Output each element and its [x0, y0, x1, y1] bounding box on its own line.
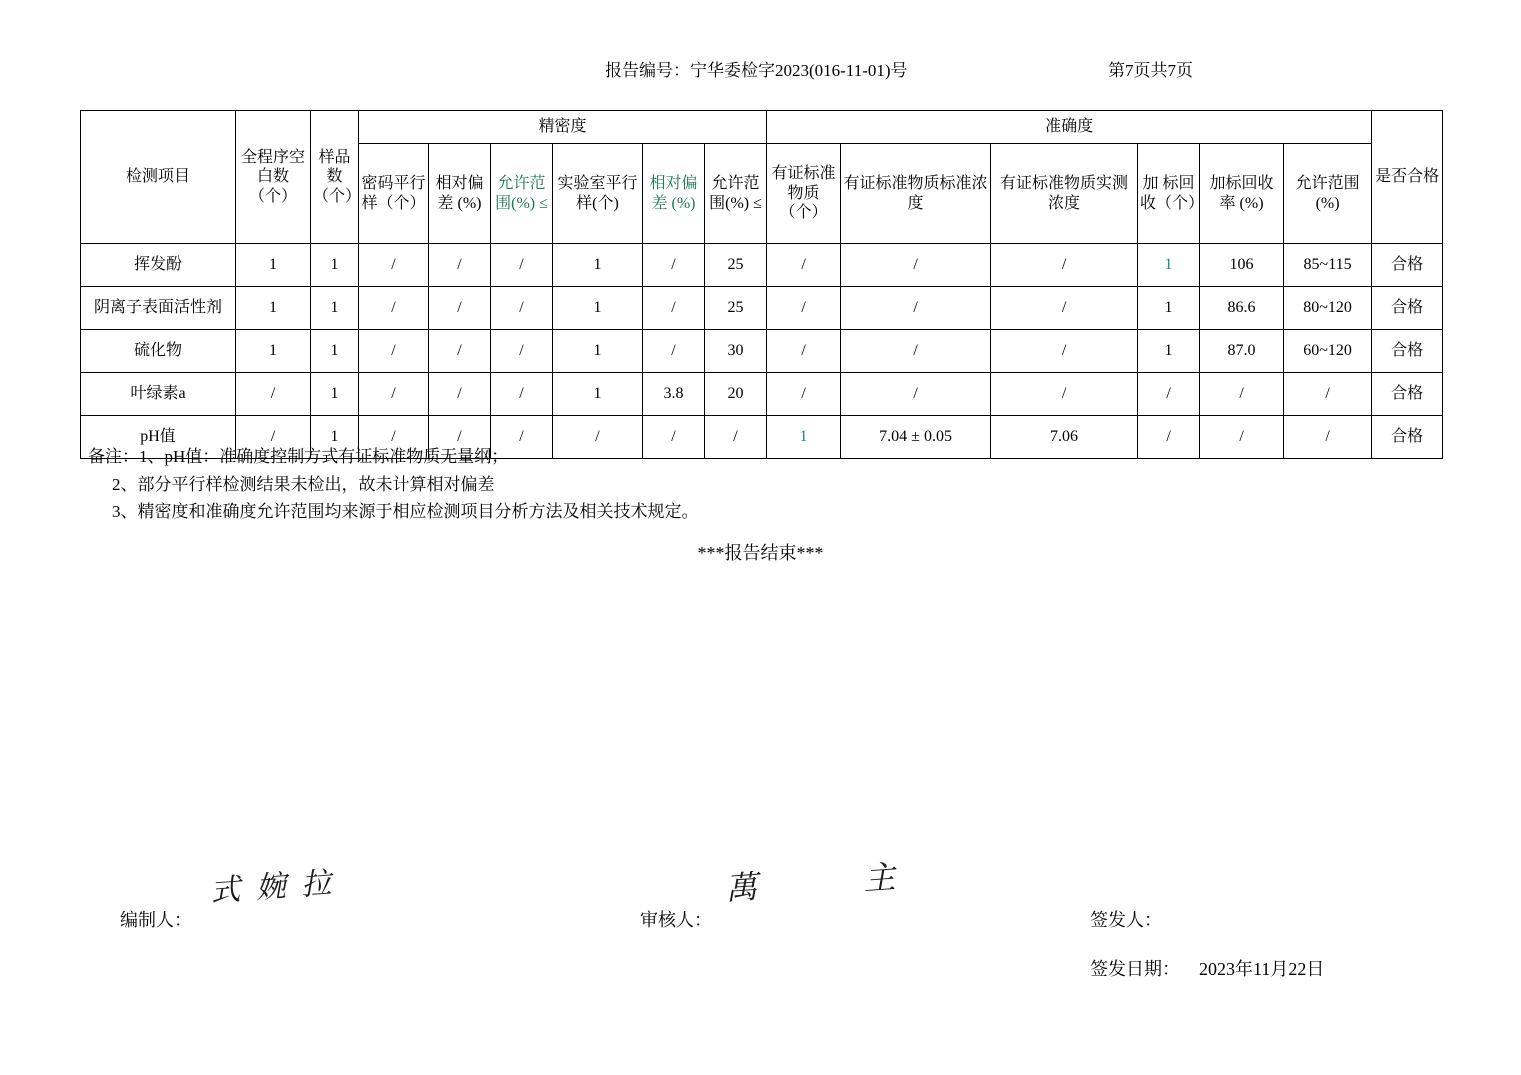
table-row — [81, 330, 1443, 373]
cell-qualified: 合格 — [1372, 330, 1443, 373]
cell-allow-range-1: / — [491, 287, 553, 330]
cell-spike-count: / — [1138, 416, 1200, 459]
cell-qualified: 合格 — [1372, 244, 1443, 287]
cell-qualified: 合格 — [1372, 287, 1443, 330]
cell-crm-std-conc: 7.04 ± 0.05 — [841, 416, 991, 459]
cell-qualified: 合格 — [1372, 416, 1443, 459]
note-line-2: 2、部分平行样检测结果未检出，故未计算相对偏差 — [112, 474, 495, 494]
th-crm-measured: 有证标准物质实测浓度 — [991, 144, 1138, 244]
cell-crm-std-conc: / — [841, 373, 991, 416]
cell-crm-count: 1 — [767, 416, 841, 459]
cell-allow-range-3: 60~120 — [1284, 330, 1372, 373]
cell-rel-dev-2: / — [643, 287, 705, 330]
th-allow-range-1: 允许范围(%) ≤ — [491, 144, 553, 244]
cell-code-parallel: / — [359, 244, 429, 287]
cell-blank: 1 — [236, 244, 311, 287]
cell-spike-rate: 86.6 — [1200, 287, 1284, 330]
cell-lab-parallel: / — [553, 416, 643, 459]
cell-spike-count: / — [1138, 373, 1200, 416]
cell-allow-range-3: / — [1284, 416, 1372, 459]
th-group-accuracy: 准确度 — [767, 111, 1372, 144]
cell-rel-dev-1: / — [429, 373, 491, 416]
cell-crm-measured: 7.06 — [991, 416, 1138, 459]
cell-lab-parallel: 1 — [553, 287, 643, 330]
note-line-3: 3、精密度和准确度允许范围均来源于相应检测项目分析方法及相关技术规定。 — [112, 502, 699, 522]
cell-crm-std-conc: / — [841, 287, 991, 330]
cell-sample-count: 1 — [311, 330, 359, 373]
th-rel-dev-1: 相对偏差 (%) — [429, 144, 491, 244]
reviewed-by-signature: 萬 主 — [724, 854, 945, 908]
cell-crm-measured: / — [991, 287, 1138, 330]
cell-sample-count: 1 — [311, 416, 359, 459]
cell-spike-rate: / — [1200, 416, 1284, 459]
cell-rel-dev-2: / — [643, 416, 705, 459]
issued-by-label: 签发人： — [1090, 910, 1162, 930]
cell-code-parallel: / — [359, 287, 429, 330]
th-spike-rate: 加标回收率 (%) — [1200, 144, 1284, 244]
prepared-by-label: 编制人： — [120, 910, 192, 930]
cell-crm-count: / — [767, 373, 841, 416]
cell-blank: / — [236, 416, 311, 459]
cell-item: pH值 — [81, 416, 236, 459]
cell-allow-range-2: 30 — [705, 330, 767, 373]
th-item: 检测项目 — [81, 111, 236, 244]
issue-date-value: 2023年11月22日 — [1199, 959, 1325, 979]
page-number: 第7页共7页 — [1108, 61, 1193, 80]
cell-lab-parallel: 1 — [553, 373, 643, 416]
th-allow-range-3: 允许范围(%) — [1284, 144, 1372, 244]
th-spike-count: 加 标回 收（个） — [1138, 144, 1200, 244]
cell-blank: / — [236, 373, 311, 416]
prepared-by-signature: 式 婉 拉 — [209, 865, 336, 910]
signature-row — [0, 906, 1521, 946]
cell-allow-range-1: / — [491, 330, 553, 373]
cell-rel-dev-2: / — [643, 330, 705, 373]
th-crm-count: 有证标准物质（个） — [767, 144, 841, 244]
cell-sample-count: 1 — [311, 287, 359, 330]
cell-rel-dev-2: / — [643, 244, 705, 287]
report-number: 报告编号：宁华委检字2023(016-11-01)号 — [605, 61, 908, 80]
notes-block — [88, 443, 1428, 526]
th-code-parallel: 密码平行样（个） — [359, 144, 429, 244]
cell-sample-count: 1 — [311, 244, 359, 287]
issue-date-label: 签发日期： — [1090, 959, 1180, 979]
cell-lab-parallel: 1 — [553, 244, 643, 287]
cell-code-parallel: / — [359, 373, 429, 416]
cell-item: 阴离子表面活性剂 — [81, 287, 236, 330]
cell-rel-dev-1: / — [429, 244, 491, 287]
table-row — [81, 287, 1443, 330]
cell-crm-measured: / — [991, 373, 1138, 416]
cell-rel-dev-1: / — [429, 287, 491, 330]
th-rel-dev-2: 相对偏差 (%) — [643, 144, 705, 244]
cell-crm-count: / — [767, 287, 841, 330]
cell-allow-range-1: / — [491, 373, 553, 416]
cell-allow-range-3: / — [1284, 373, 1372, 416]
cell-allow-range-1: / — [491, 244, 553, 287]
cell-blank: 1 — [236, 287, 311, 330]
cell-allow-range-3: 85~115 — [1284, 244, 1372, 287]
note-line-1: 备注：1、pH值：准确度控制方式有证标准物质无量纲； — [88, 447, 509, 466]
cell-rel-dev-1: / — [429, 330, 491, 373]
cell-crm-count: / — [767, 330, 841, 373]
cell-code-parallel: / — [359, 416, 429, 459]
cell-spike-count: 1 — [1138, 244, 1200, 287]
cell-spike-count: 1 — [1138, 330, 1200, 373]
cell-item: 硫化物 — [81, 330, 236, 373]
cell-code-parallel: / — [359, 330, 429, 373]
cell-allow-range-2: 25 — [705, 244, 767, 287]
th-crm-std-conc: 有证标准物质标准浓度 — [841, 144, 991, 244]
cell-crm-count: / — [767, 244, 841, 287]
cell-rel-dev-1: / — [429, 416, 491, 459]
cell-rel-dev-2: 3.8 — [643, 373, 705, 416]
th-lab-parallel: 实验室平行样(个) — [553, 144, 643, 244]
cell-crm-std-conc: / — [841, 330, 991, 373]
th-sample-count: 样品数（个） — [311, 111, 359, 244]
cell-spike-rate: 106 — [1200, 244, 1284, 287]
issue-date — [1090, 955, 1324, 981]
th-qualified: 是否合格 — [1372, 111, 1443, 244]
report-end-mark: ***报告结束*** — [697, 543, 824, 563]
cell-item: 叶绿素a — [81, 373, 236, 416]
quality-control-table — [80, 110, 1443, 459]
cell-spike-rate: / — [1200, 373, 1284, 416]
cell-crm-std-conc: / — [841, 244, 991, 287]
th-allow-range-2: 允许范围(%) ≤ — [705, 144, 767, 244]
cell-allow-range-3: 80~120 — [1284, 287, 1372, 330]
table-row — [81, 244, 1443, 287]
table-row — [81, 373, 1443, 416]
cell-allow-range-2: 20 — [705, 373, 767, 416]
cell-crm-measured: / — [991, 330, 1138, 373]
cell-spike-rate: 87.0 — [1200, 330, 1284, 373]
cell-allow-range-2: / — [705, 416, 767, 459]
cell-lab-parallel: 1 — [553, 330, 643, 373]
cell-sample-count: 1 — [311, 373, 359, 416]
cell-allow-range-1: / — [491, 416, 553, 459]
cell-crm-measured: / — [991, 244, 1138, 287]
reviewed-by-label: 审核人： — [640, 910, 712, 930]
cell-allow-range-2: 25 — [705, 287, 767, 330]
page-header — [0, 56, 1521, 82]
cell-blank: 1 — [236, 330, 311, 373]
cell-item: 挥发酚 — [81, 244, 236, 287]
th-group-precision: 精密度 — [359, 111, 767, 144]
th-blank-count: 全程序空白数（个） — [236, 111, 311, 244]
cell-qualified: 合格 — [1372, 373, 1443, 416]
cell-spike-count: 1 — [1138, 287, 1200, 330]
